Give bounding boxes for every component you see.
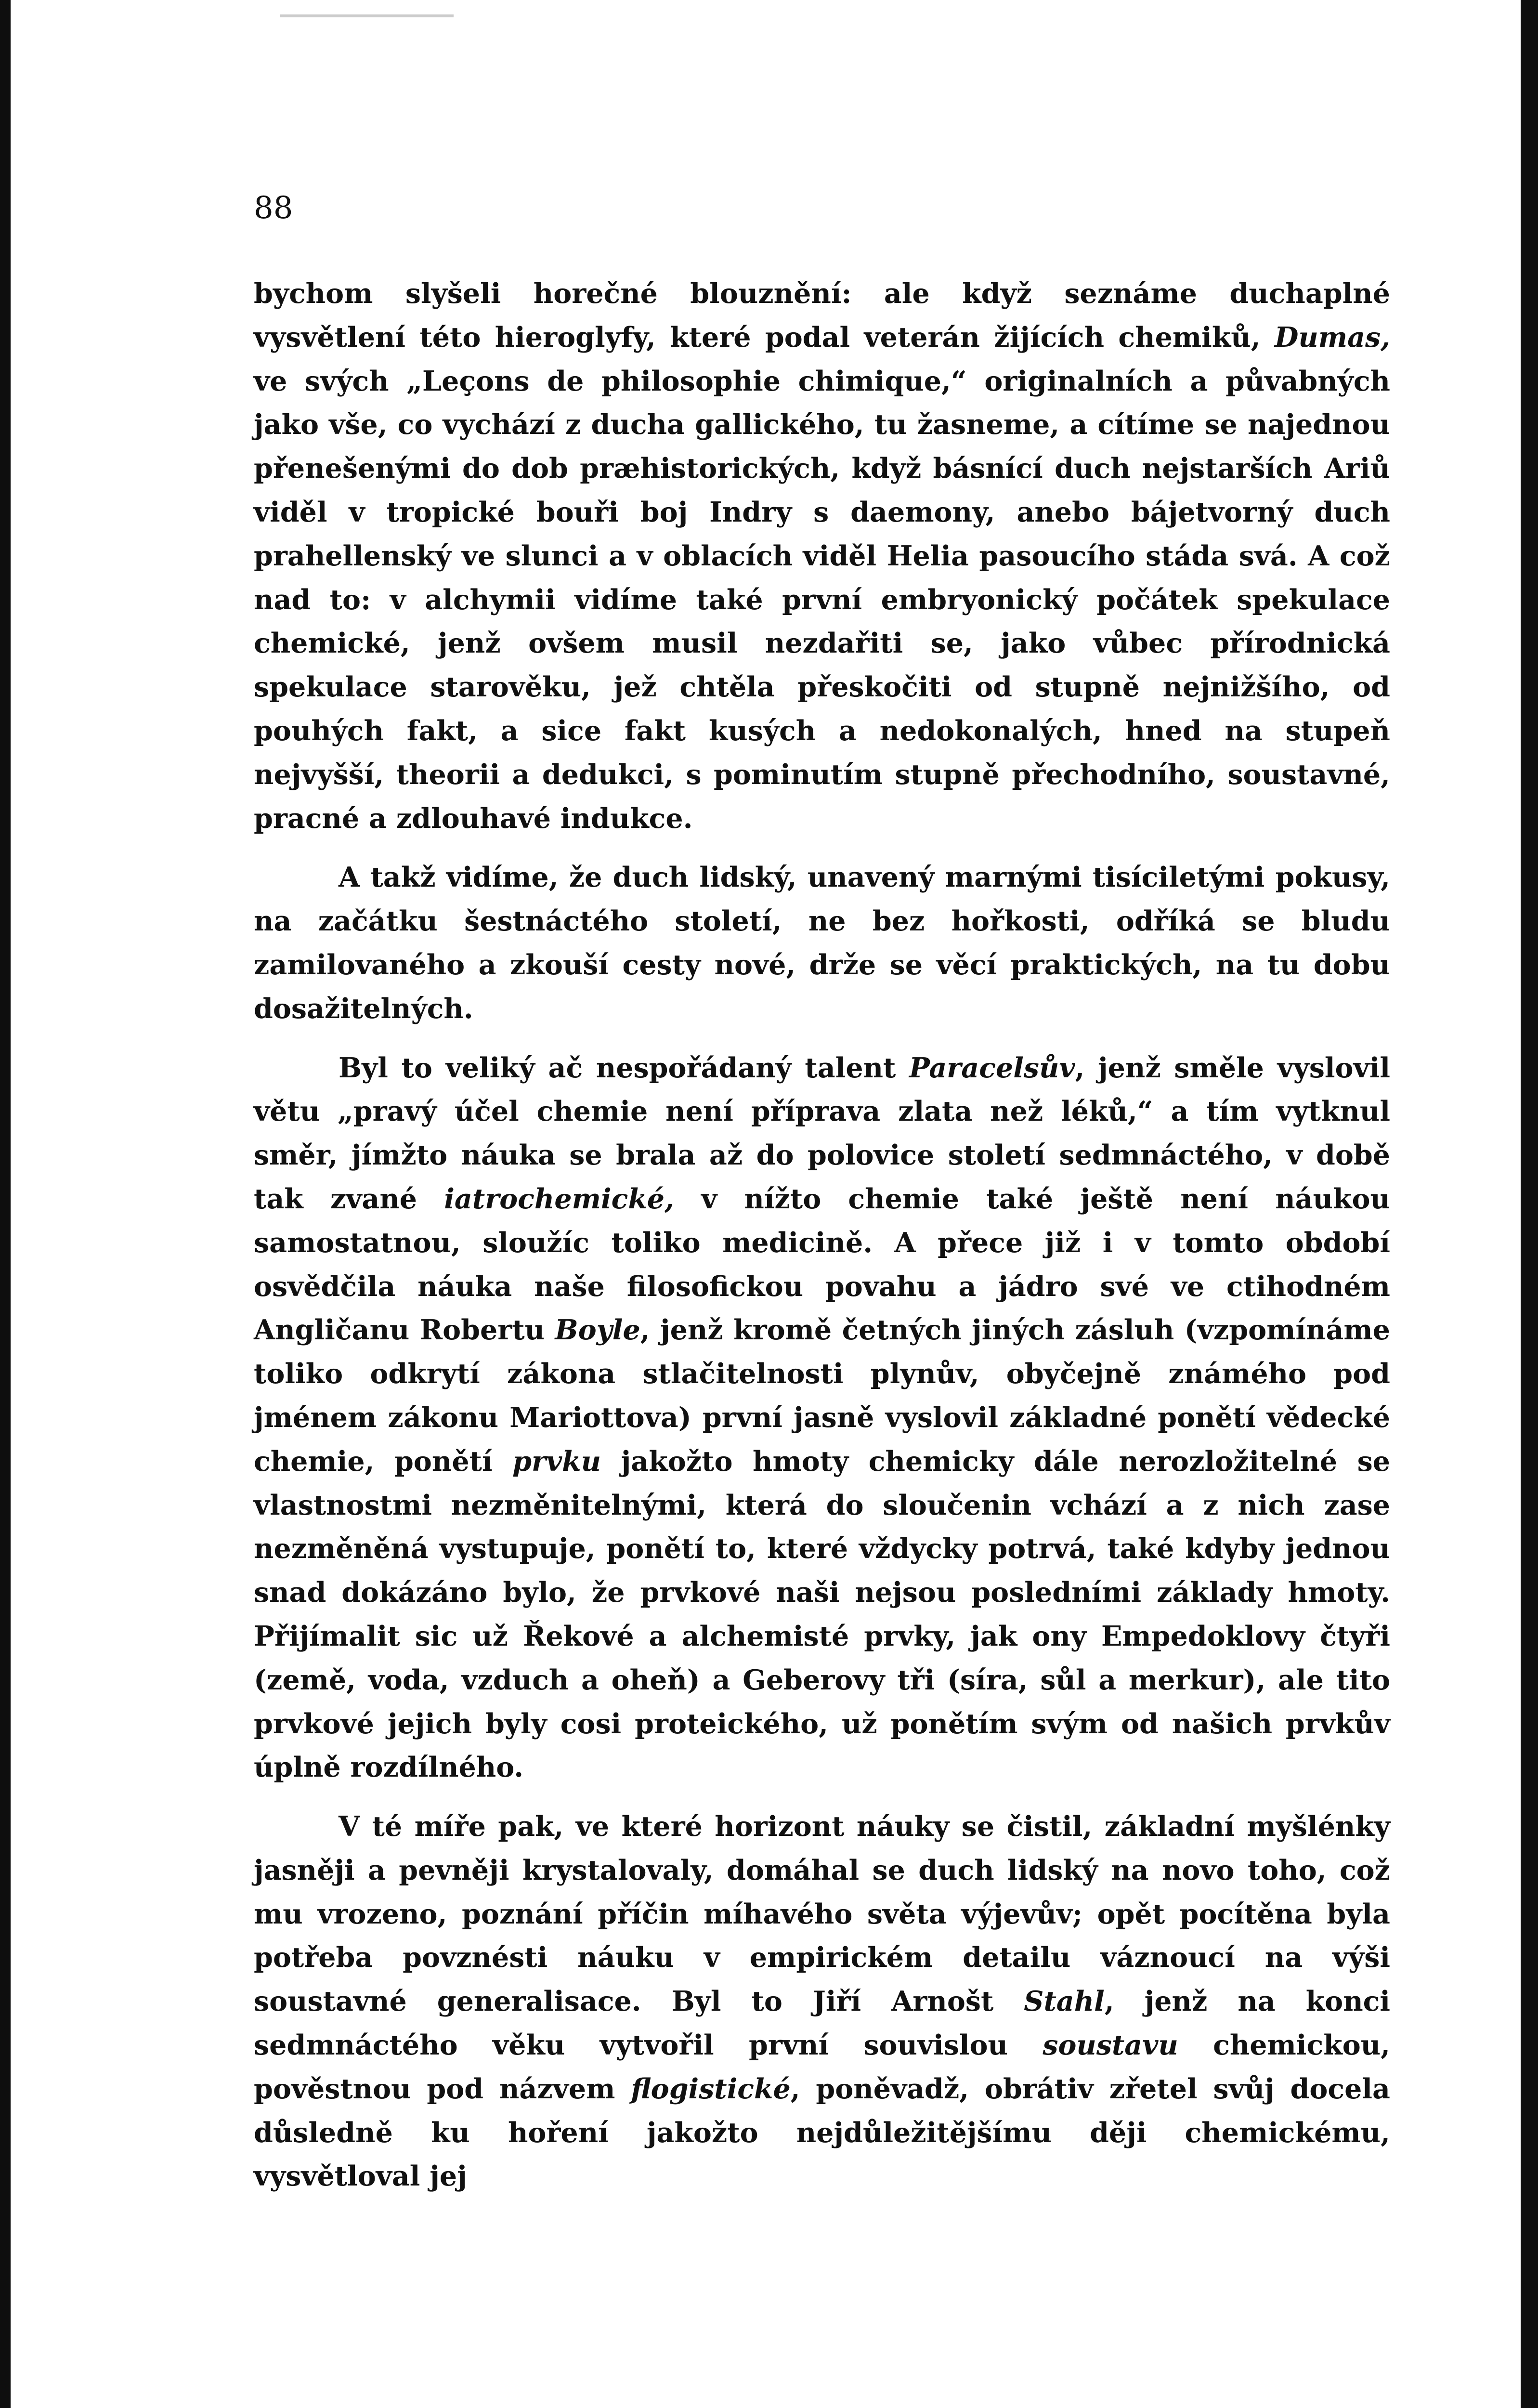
text-run: , jenž na konci sedmnáctého věku vytvořil první souvislou [254,1985,1390,2062]
italic-run: Paracelsův [909,1051,1075,1084]
scan-edge-right [1521,0,1538,2408]
paragraph-1 [254,272,1390,840]
italic-run: Stahl [1024,1985,1105,2018]
scan-artifact-top [280,14,454,17]
italic-run: Boyle [555,1314,640,1347]
text-run: , jenž kromě četných jiných zásluh (vzpomínáme toliko odkrytí zákona stlačitelnosti plynův, obyčejně známého pod jménem zákonu Mariottova) první jasně vyslovil základné ponětí vědecké chemie, ponětí [254,1314,1390,1478]
document-page [11,0,1521,2408]
italic-run: iatrochemické, [444,1182,674,1215]
italic-run: Dumas, [1274,321,1390,353]
text-run: jakožto hmoty chemicky dále nerozložitelné se vlastnostmi nezměnitelnými, která do sloučenin vchází a z nich zase nezměněná vystupuje, ponětí to, které vždycky potrvá, také kdyby jednou snad dokázáno bylo, že prvkové naši nejsou posledními základy hmoty. Přijímalit sic už Řekové a alchemisté prvky, jak ony Empedoklovy čtyři (země, voda, vzduch a oheň) a Geberovy tři (síra, sůl a merkur), ale tito prvkové jejich byly cosi proteického, už ponětím svým od našich prvkův úplně rozdílného. [254,1445,1390,1784]
italic-run: flogistické [631,2072,791,2105]
body-text [254,272,1390,2214]
text-run: , jenž směle vyslovil větu „pravý účel chemie není příprava zlata než léků,“ a tím vytknul směr, jímžto náuka se brala až do polovice století sedmnáctého, v době tak zvané [254,1051,1391,1215]
text-run: chemickou, pověstnou pod názvem [254,2029,1390,2105]
text-run: A takž vidíme, že duch lidský, unavený marnými tisíciletými pokusy, na začátku šestnáctého století, ne bez hořkosti, odříká se bludu zamilovaného a zkouší cesty nové, drže se věcí praktických, na tu dobu dosažitelných. [254,861,1390,1025]
text-run: bychom slyšeli horečné blouznění: ale když seznáme duchaplné vysvětlení této hieroglyfy, které podal veterán žijících chemiků, [254,277,1390,353]
text-run: V té míře pak, ve které horizont náuky se čistil, základní myšlénky jasněji a pevněji krystalovaly, domáhal se duch lidský na novo toho, což mu vrozeno, poznání příčin míhavého světa výjevův; opět pocítěna byla potřeba povznésti náuku v empirickém detailu váznoucí na výši soustavné generalisace. Byl to Jiří Arnošt [254,1810,1390,2018]
text-run: Byl to veliký ač nespořádaný talent [339,1051,910,1084]
paragraph-2 [254,856,1390,1031]
text-run: ve svých „Leçons de philosophie chimique,“ originalních a půvabných jako vše, co vychází z ducha gallického, tu žasneme, a cítíme se najednou přenešenými do dob præhistorických, když básnící duch nejstarších Ariů viděl v tropické bouři boj Indry s daemony, anebo bájetvorný duch prahellenský ve slunci a v oblacích viděl Helia pasoucího stáda svá. A což nad to: v alchymii vidíme také první embryonický počátek spekulace chemické, jenž ovšem musil nezdařiti se, jako vůbec přírodnická spekulace starověku, jež chtěla přeskočiti od stupně nejnižšího, od pouhých fakt, a sice fakt kusých a nedokonalých, hned na stupeň nejvyšší, theorii a dedukci, s pominutím stupně přechodního, soustavné, pracné a zdlouhavé indukce. [254,365,1390,835]
italic-run: prvku [512,1445,601,1478]
page-number: 88 [254,190,293,226]
paragraph-3 [254,1047,1390,1790]
paragraph-4 [254,1805,1390,2199]
scan-edge-left [0,0,11,2408]
italic-run: soustavu [1043,2029,1178,2062]
text-run: v nížto chemie také ještě není náukou samostatnou, sloužíc toliko medicině. A přece již i v tomto období osvědčila náuka naše filosofickou povahu a jádro své ve ctihodném Angličanu Robertu [254,1182,1390,1347]
text-run: , poněvadž, obrátiv zřetel svůj docela důsledně ku hoření jakožto nejdůležitějšímu ději chemickému, vysvětloval jej [254,2072,1390,2193]
